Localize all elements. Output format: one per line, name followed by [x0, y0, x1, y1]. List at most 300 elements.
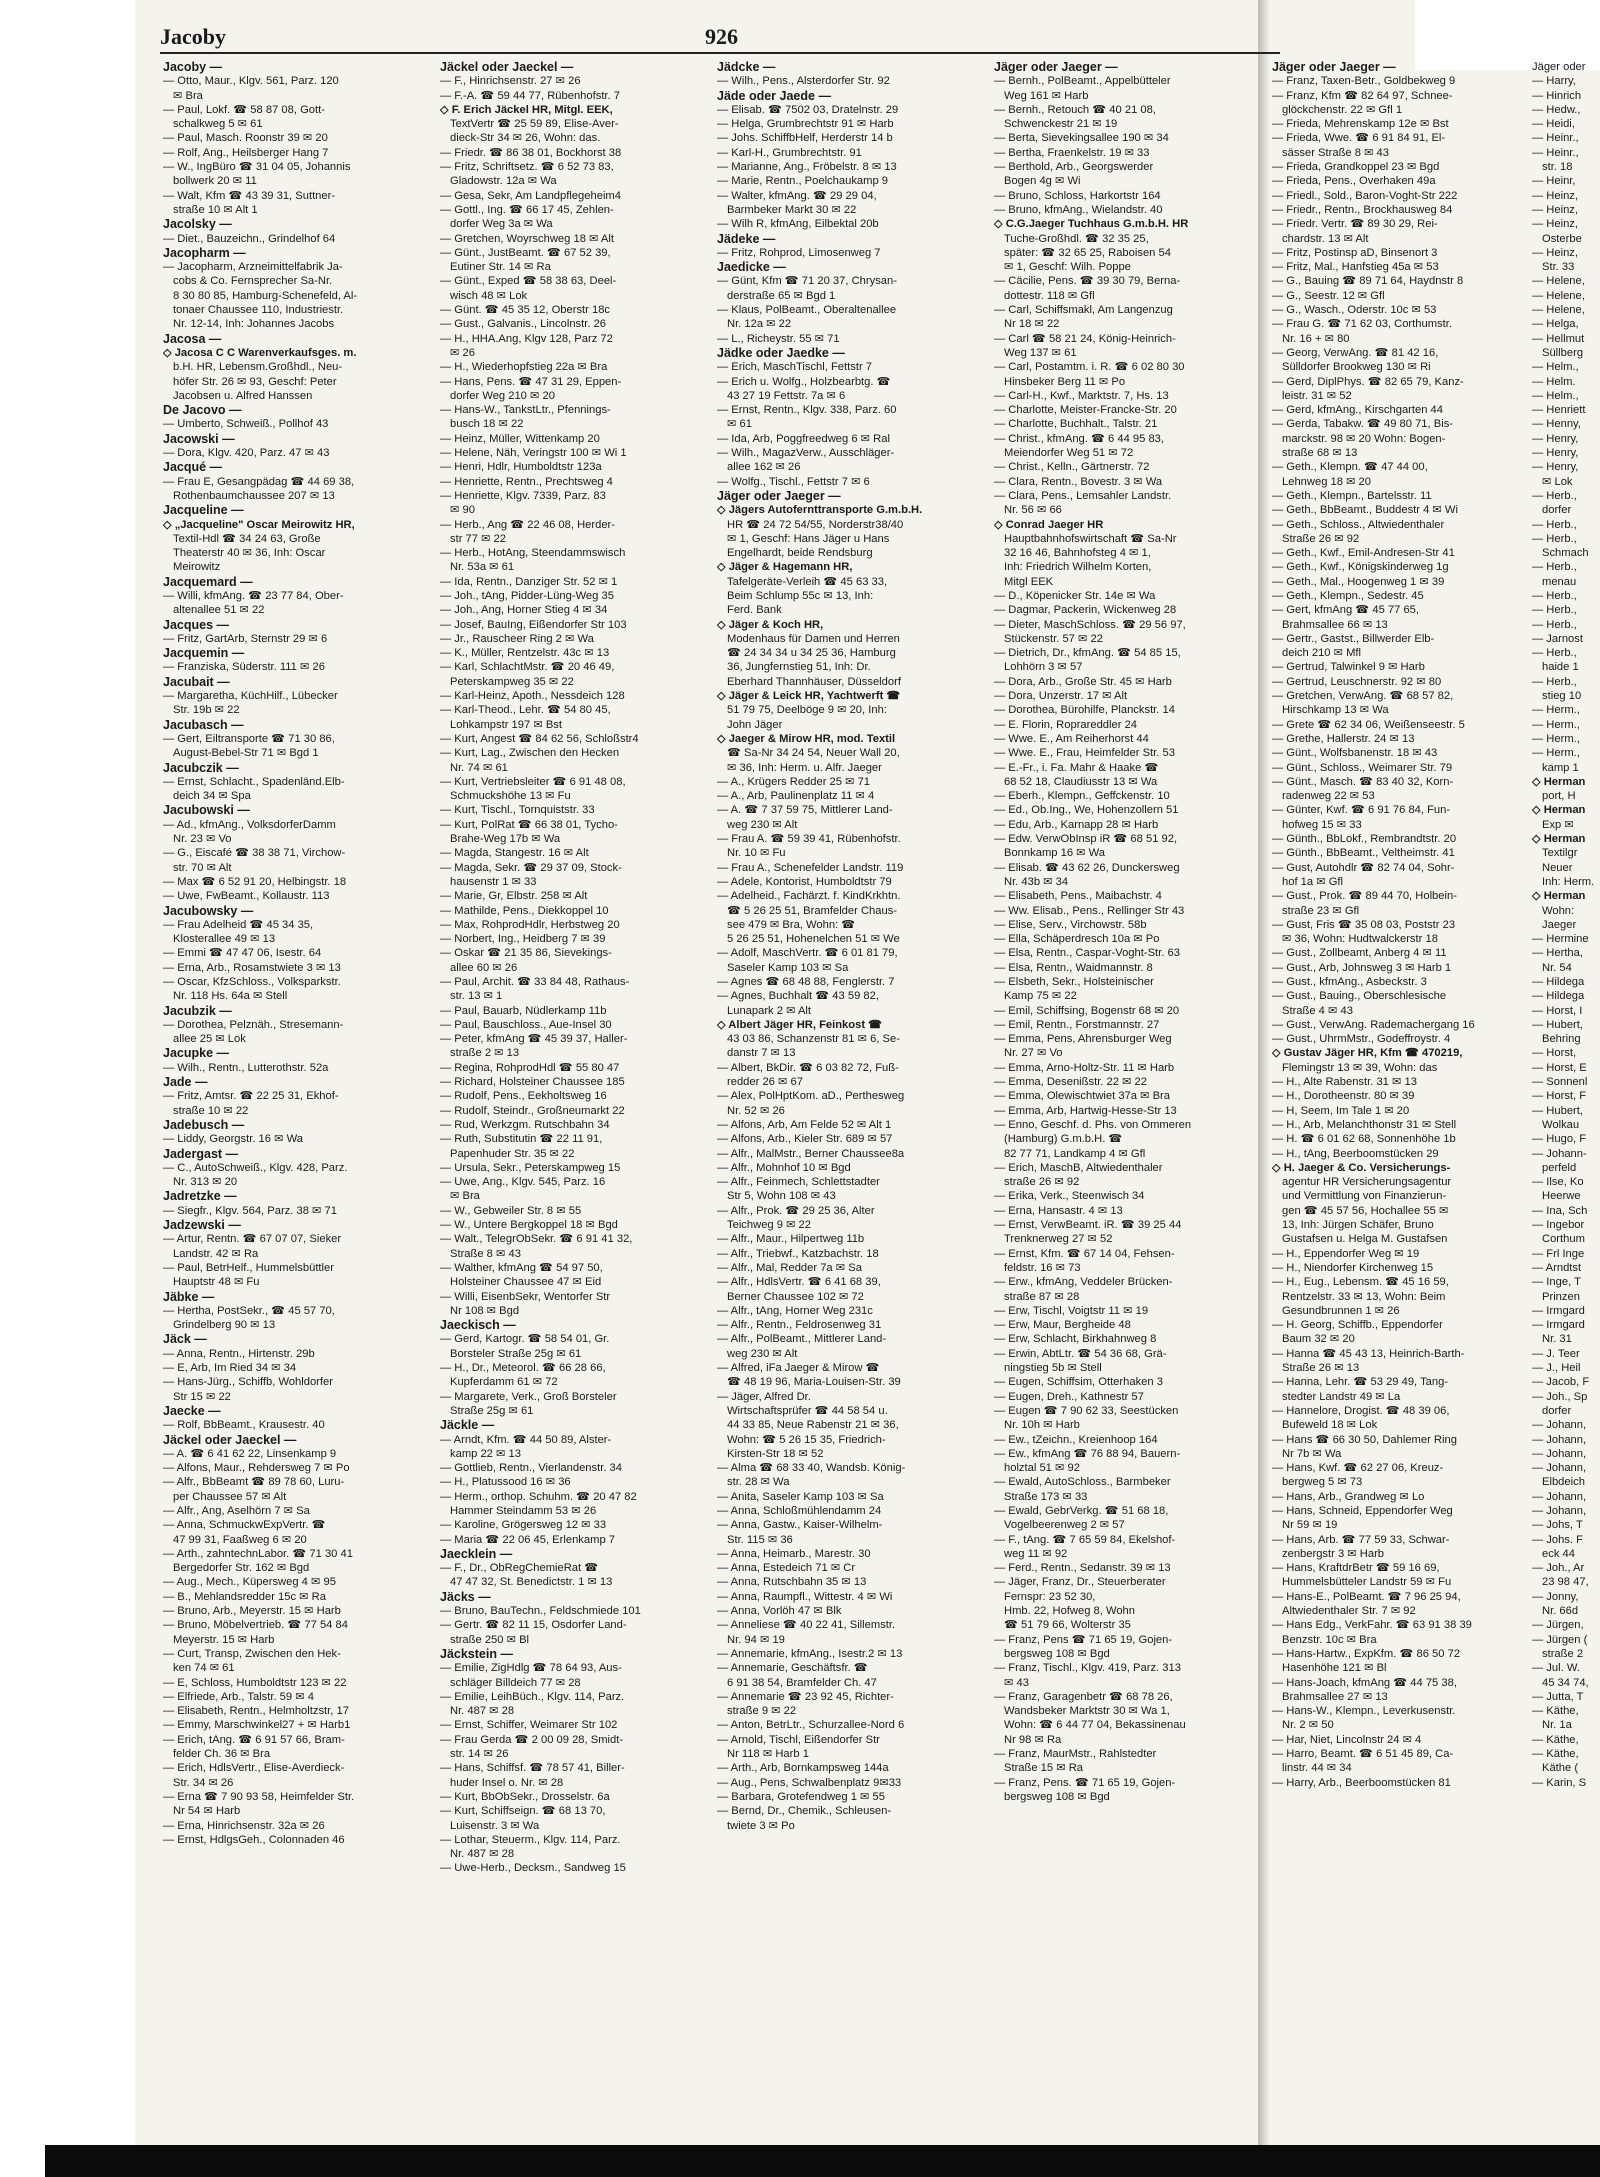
directory-entry: Jacques —	[163, 617, 230, 632]
directory-entry: Gustafsen u. Helga M. Gustafsen	[1282, 1233, 1448, 1246]
directory-entry: Jaeckisch —	[440, 1318, 516, 1333]
directory-entry: Schmuckshöhe 13 ✉ Fu	[450, 790, 571, 803]
directory-entry: — Arndt, Kfm. ☎ 44 50 89, Alster-	[440, 1433, 612, 1446]
directory-entry: — Emmi ☎ 47 47 06, Isestr. 64	[163, 947, 322, 960]
directory-entry: — Franz, Kfm ☎ 82 64 97, Schnee-	[1272, 89, 1453, 102]
directory-entry: — Rud, Werkzgm. Rutschbahn 34	[440, 1118, 610, 1131]
directory-entry: Jädke oder Jaedke —	[717, 345, 845, 360]
directory-entry: linstr. 44 ✉ 34	[1282, 1762, 1352, 1775]
directory-entry: 32 16 46, Bahnhofsteg 4 ✉ 1,	[1004, 547, 1151, 560]
directory-entry: — Wwe. E., Frau, Heimfelder Str. 53	[994, 747, 1175, 760]
directory-entry: Nr. 56 ✉ 66	[1004, 504, 1062, 517]
directory-entry: Jacupke —	[163, 1046, 230, 1061]
directory-entry: 82 77 71, Landkamp 4 ✉ Gfl	[1004, 1147, 1146, 1160]
directory-entry: — Jürgen (	[1532, 1633, 1588, 1646]
directory-entry: — Hildega	[1532, 990, 1585, 1003]
directory-entry: — Siegfr., Klgv. 564, Parz. 38 ✉ 71	[163, 1204, 337, 1217]
directory-entry: Jacoby —	[163, 60, 223, 74]
directory-entry: — Kurt, BbObSekr., Drosselstr. 6a	[440, 1790, 610, 1803]
directory-entry: — Erw, Schlacht, Birkhahnweg 8	[994, 1333, 1157, 1346]
directory-entry: — Kurt, Schiffseign. ☎ 68 13 70,	[440, 1805, 606, 1818]
directory-entry: — Carl, Postamtm. i. R. ☎ 6 02 80 30	[994, 361, 1185, 374]
directory-entry: — Cäcilie, Pens. ☎ 39 30 79, Berna-	[994, 275, 1181, 288]
directory-entry: Käthe (	[1542, 1762, 1579, 1775]
directory-entry: — Marie, Gr, Elbstr. 258 ✉ Alt	[440, 890, 588, 903]
directory-entry: — Annemarie, Geschäftsfr. ☎	[717, 1662, 868, 1675]
directory-entry: — Franz, Taxen-Betr., Goldbekweg 9	[1272, 75, 1456, 88]
directory-entry: Klosterallee 49 ✉ 13	[173, 933, 276, 946]
directory-entry: — K., Müller, Rentzelstr. 43c ✉ 13	[440, 647, 610, 660]
directory-entry: — Hans-Jürg., Schiffb, Wohldorfer	[163, 1376, 333, 1389]
directory-entry: 47 99 31, Faaßweg 6 ✉ 20	[173, 1533, 307, 1546]
directory-entry: — Erna, Hinrichsenstr. 32a ✉ 26	[163, 1819, 325, 1832]
directory-entry: — Hubert,	[1532, 1104, 1583, 1117]
directory-entry: — Maria ☎ 22 06 45, Erlenkamp 7	[440, 1533, 615, 1546]
directory-entry: — F., Hinrichsenstr. 27 ✉ 26	[440, 75, 581, 88]
directory-entry: — Wilh., Pens., Alsterdorfer Str. 92	[717, 75, 890, 88]
directory-entry: Nr 98 ✉ Ra	[1004, 1733, 1062, 1746]
directory-entry: — Ernst, VerwBeamt. iR. ☎ 39 25 44	[994, 1219, 1182, 1232]
directory-entry: — Heinr,	[1532, 175, 1576, 188]
directory-entry: — Alfr., Mal, Redder 7a ✉ Sa	[717, 1261, 862, 1274]
directory-entry: — Ursula, Sekr., Peterskampweg 15	[440, 1161, 621, 1174]
directory-entry: felder Ch. 36 ✉ Bra	[173, 1748, 271, 1761]
directory-entry: — Helene,	[1532, 304, 1585, 317]
directory-entry: — Hans-Joach, kfmAng ☎ 44 75 38,	[1272, 1676, 1457, 1689]
directory-entry: Rothenbaumchaussee 207 ✉ 13	[173, 489, 335, 502]
directory-entry: — Helm.,	[1532, 389, 1579, 402]
directory-entry: 44 33 85, Neue Rabenstr 21 ✉ 36,	[727, 1419, 899, 1432]
directory-entry: — Johs. SchiffbHelf, Herderstr 14 b	[717, 132, 893, 145]
directory-entry: — J. Teer	[1532, 1347, 1580, 1360]
directory-entry: — Herb.,	[1532, 604, 1577, 617]
directory-entry: — Henry,	[1532, 461, 1579, 474]
directory-entry: — Kurt, Lag., Zwischen den Hecken	[440, 747, 620, 760]
directory-entry: — Annemarie ☎ 23 92 45, Richter-	[717, 1690, 894, 1703]
directory-entry: — Dietrich, Dr., kfmAng. ☎ 54 85 15,	[994, 647, 1181, 660]
book-gutter	[1258, 0, 1270, 2150]
directory-entry: ◇ Jägers Autofernttransporte G.m.b.H.	[717, 504, 923, 517]
directory-entry: — Umberto, Schweiß., Pollhof 43	[163, 418, 329, 431]
directory-entry: Peterskampweg 35 ✉ 22	[450, 675, 574, 688]
directory-entry: dorfer	[1542, 1404, 1572, 1417]
directory-entry: — F.-A. ☎ 59 44 77, Rübenhofstr. 7	[440, 89, 620, 102]
directory-entry: — Agnes, Buchhalt ☎ 43 59 82,	[717, 990, 879, 1003]
directory-entry: Brahmsallee 66 ✉ 13	[1282, 618, 1388, 631]
directory-entry: Jade —	[163, 1075, 208, 1090]
directory-entry: — Helene,	[1532, 275, 1585, 288]
directory-entry: — Hellmut	[1532, 332, 1585, 345]
directory-entry: ✉ 36, Inh: Herm. u. Alfr. Jaeger	[727, 761, 882, 774]
directory-entry: str. 13 ✉ 1	[450, 990, 503, 1003]
directory-entry: — Käthe,	[1532, 1733, 1579, 1746]
directory-entry: — Alfr., Triebwf., Katzbachstr. 18	[717, 1247, 879, 1260]
directory-entry: — C., AutoSchweiß., Klgv. 428, Parz.	[163, 1161, 348, 1174]
directory-entry: sässer Straße 8 ✉ 43	[1282, 146, 1389, 159]
directory-entry: Altwiedenthaler Str. 7 ✉ 92	[1282, 1605, 1416, 1618]
directory-entry: ✉ Bra	[450, 1190, 480, 1203]
directory-entry: — Hans Edg., VerkFahr. ☎ 63 91 38 39	[1272, 1619, 1472, 1632]
directory-entry: Str 15 ✉ 22	[173, 1390, 231, 1403]
directory-entry: — Frieda, Grandkoppel 23 ✉ Bgd	[1272, 161, 1440, 174]
directory-entry: Wirtschaftsprüfer ☎ 44 58 54 u.	[727, 1404, 888, 1417]
directory-entry: — Bertha, Fraenkelstr. 19 ✉ 33	[994, 146, 1150, 159]
directory-entry: ✉ 26	[450, 346, 475, 359]
directory-entry: — Ewald, GebrVerkg. ☎ 51 68 18,	[994, 1504, 1169, 1517]
directory-entry: — Käthe,	[1532, 1748, 1579, 1761]
directory-entry: — Frau G. ☎ 71 62 03, Corthumstr.	[1272, 318, 1452, 331]
directory-entry: — Gust., Zollbeamt, Anberg 4 ✉ 11	[1272, 947, 1447, 960]
directory-entry: schläger Billdeich 77 ✉ 28	[450, 1676, 581, 1689]
directory-entry: Fernspr: 23 52 30,	[1004, 1590, 1096, 1603]
directory-entry: — Jr., Rauscheer Ring 2 ✉ Wa	[440, 632, 594, 645]
directory-entry: — Karl-Heinz, Apoth., Nessdeich 128	[440, 690, 625, 703]
directory-entry: straße 250 ✉ Bl	[450, 1633, 530, 1646]
directory-entry: — Karin, S	[1532, 1776, 1587, 1789]
directory-entry: — Karl, SchlachtMstr. ☎ 20 46 49,	[440, 661, 615, 674]
directory-entry: — Ed., Ob.Ing., We, Hohenzollern 51	[994, 804, 1179, 817]
directory-entry: Textil-Hdl ☎ 34 24 63, Große	[173, 532, 321, 545]
directory-entry: Stückenstr. 57 ✉ 22	[1004, 632, 1103, 645]
directory-entry: perfeld	[1542, 1161, 1577, 1174]
directory-entry: — Jul. W.	[1532, 1662, 1580, 1675]
directory-entry: — Hans-Hartw., ExpKfm. ☎ 86 50 72	[1272, 1647, 1461, 1660]
directory-entry: — W., Gebweiler Str. 8 ✉ 55	[440, 1204, 582, 1217]
directory-entry: — Hermine	[1532, 933, 1589, 946]
directory-entry: Theaterstr 40 ✉ 36, Inh: Oscar	[173, 547, 326, 560]
directory-entry: — Walt., TelegrObSekr. ☎ 6 91 41 32,	[440, 1233, 633, 1246]
directory-entry: — Hans-W., Klempn., Leverkusenstr.	[1272, 1705, 1456, 1718]
directory-entry: — Franz, Pens. ☎ 71 65 19, Gojen-	[994, 1776, 1176, 1789]
directory-entry: — Walt, Kfm ☎ 43 39 31, Suttner-	[163, 189, 336, 202]
directory-entry: — Friedr. Vertr. ☎ 89 30 29, Rei-	[1272, 218, 1438, 231]
directory-entry: — Alfr., Ang, Aselhörn 7 ✉ Sa	[163, 1504, 310, 1517]
directory-entry: — Arnold, Tischl, Eißendorfer Str	[717, 1733, 880, 1746]
directory-entry: Str. 33	[1542, 261, 1575, 274]
directory-entry: str. 28 ✉ Wa	[727, 1476, 790, 1489]
directory-entry: marckstr. 98 ✉ 20 Wohn: Bogen-	[1282, 432, 1446, 445]
directory-entry: Jäger oder	[1532, 61, 1586, 73]
directory-entry: — Marianne, Ang., Fröbelstr. 8 ✉ 13	[717, 161, 897, 174]
directory-entry: — G., Bauing ☎ 89 71 64, Haydnstr 8	[1272, 275, 1464, 288]
directory-entry: Jaeger	[1542, 918, 1577, 931]
directory-entry: — Paul, Archit. ☎ 33 84 48, Rathaus-	[440, 976, 630, 988]
directory-entry: — Eugen, Dreh., Kathnestr 57	[994, 1390, 1144, 1403]
directory-entry: schalkweg 5 ✉ 61	[173, 118, 263, 131]
directory-entry: — Emmy, Marschwinkel27 + ✉ Harb1	[163, 1719, 351, 1732]
directory-entry: — L., Richeystr. 55 ✉ 71	[717, 332, 840, 345]
directory-entry: eck 44	[1542, 1547, 1575, 1560]
directory-entry: ☎ 48 19 96, Maria-Louisen-Str. 39	[727, 1376, 901, 1389]
directory-column-4	[994, 60, 1256, 1804]
directory-entry: Nr. 487 ✉ 28	[450, 1848, 515, 1861]
directory-entry: — Carl ☎ 58 21 24, König-Heinrich-	[994, 332, 1176, 345]
directory-entry: — Heinr.,	[1532, 132, 1579, 145]
directory-entry: — Erw., kfmAng, Veddeler Brücken-	[994, 1276, 1173, 1289]
directory-column-2	[440, 60, 702, 1876]
directory-entry: — Gust., kfmAng., Asbeckstr. 3	[1272, 976, 1427, 988]
directory-entry: — Ida, Rentn., Danziger Str. 52 ✉ 1	[440, 575, 618, 588]
directory-entry: — Anita, Saseler Kamp 103 ✉ Sa	[717, 1490, 884, 1503]
directory-entry: Jadzewski —	[163, 1218, 241, 1233]
directory-entry: — Karl-H., Grumbrechtstr. 91	[717, 146, 862, 159]
directory-entry: — Geth., Klempn. ☎ 47 44 00,	[1272, 461, 1428, 474]
directory-entry: — Ernst, Rentn., Klgv. 338, Parz. 60	[717, 404, 897, 417]
directory-entry: ◇ Gustav Jäger HR, Kfm ☎ 470219,	[1272, 1047, 1463, 1060]
directory-entry: — Dora, Arb., Große Str. 45 ✉ Harb	[994, 675, 1172, 688]
directory-entry: ◇ Jaeger & Mirow HR, mod. Textil	[717, 732, 896, 745]
directory-entry: Eberhard Thannhäuser, Düsseldorf	[727, 675, 901, 688]
directory-entry: Nr. 487 ✉ 28	[450, 1705, 515, 1718]
directory-entry: — Emma, Pens, Ahrensburger Weg	[994, 1033, 1172, 1046]
directory-entry: Inh: Friedrich Wilhelm Korten,	[1004, 561, 1152, 574]
directory-entry: — A. ☎ 7 37 59 75, Mittlerer Land-	[717, 804, 893, 817]
directory-entry: — Johann,	[1532, 1419, 1587, 1432]
directory-entry: Hmb. 22, Hofweg 8, Wohn	[1004, 1605, 1135, 1618]
directory-entry: — Frieda, Mehrenskamp 12e ✉ Bst	[1272, 118, 1449, 131]
directory-entry: — Josef, BauIng, Eißendorfer Str 103	[440, 618, 627, 631]
directory-entry: 45 34 74,	[1542, 1676, 1589, 1689]
directory-entry: — Hans ☎ 66 30 50, Dahlemer Ring	[1272, 1433, 1457, 1446]
directory-entry: Gesundbrunnen 1 ✉ 26	[1282, 1304, 1400, 1317]
directory-entry: — Geth., Klempn., Sedestr. 45	[1272, 589, 1424, 602]
directory-entry: deich 210 ✉ Mfl	[1282, 647, 1362, 660]
directory-entry: — H., Niendorfer Kirchenweg 15	[1272, 1261, 1434, 1274]
directory-entry: Exp ✉	[1542, 818, 1574, 831]
directory-entry: — Hans, Arb., Grandweg ✉ Lo	[1272, 1490, 1425, 1503]
directory-entry: — Gust., Galvanis., Lincolnstr. 26	[440, 318, 607, 331]
directory-column-1	[163, 60, 425, 1847]
directory-entry: — Friedr., Rentn., Brockhausweg 84	[1272, 203, 1453, 216]
directory-entry: Jädcke —	[717, 60, 776, 74]
directory-entry: — Kurt, Angest ☎ 84 62 56, Schloßstr4	[440, 732, 639, 745]
directory-entry: Jacubasch —	[163, 717, 244, 732]
directory-entry: Nr. 16 + ✉ 80	[1282, 332, 1350, 345]
directory-entry: — Alfr., Mohnhof 10 ✉ Bgd	[717, 1161, 851, 1174]
directory-entry: agentur HR Versicherungsagentur	[1282, 1176, 1452, 1189]
directory-entry: huder Insel o. Nr. ✉ 28	[450, 1776, 564, 1789]
directory-entry: — Helga,	[1532, 318, 1579, 331]
directory-entry: — Emilie, ZigHdlg ☎ 78 64 93, Aus-	[440, 1662, 622, 1675]
directory-entry: — Alfr., Feinmech, Schlettstadter	[717, 1176, 880, 1189]
directory-entry: — Günt., Exped ☎ 58 38 63, Deel-	[440, 275, 617, 288]
directory-entry: Ferd. Bank	[727, 604, 782, 617]
directory-entry: — Erich, tAng. ☎ 6 91 57 66, Bram-	[163, 1733, 345, 1746]
directory-entry: — Enno, Geschf. d. Phs. von Ommeren	[994, 1118, 1192, 1131]
directory-entry: — Alfons, Arb., Kieler Str. 689 ✉ 57	[717, 1133, 893, 1146]
directory-entry: — Alfr., HdlsVertr. ☎ 6 41 68 39,	[717, 1276, 881, 1289]
directory-entry: — Dorothea, Pelznäh., Stresemann-	[163, 1018, 344, 1031]
directory-entry: Brahmsallee 27 ✉ 13	[1282, 1690, 1388, 1703]
directory-entry: — Günter, Kwf. ☎ 6 91 76 84, Fun-	[1272, 804, 1451, 817]
directory-entry: — G., Eiscafé ☎ 38 38 71, Virchow-	[163, 847, 346, 860]
directory-entry: — Carl, Schiffsmakl, Am Langenzug	[994, 304, 1173, 317]
directory-entry: — Hedw.,	[1532, 103, 1581, 116]
directory-entry: — Herm., orthop. Schuhm. ☎ 20 47 82	[440, 1490, 637, 1503]
directory-entry: — Johann,	[1532, 1504, 1587, 1517]
directory-entry: — Hanna ☎ 45 43 13, Heinrich-Barth-	[1272, 1347, 1465, 1360]
directory-entry: Prinzen	[1542, 1290, 1580, 1303]
directory-entry: — Peter, kfmAng ☎ 45 39 37, Haller-	[440, 1033, 628, 1046]
directory-entry: wisch 48 ✉ Lok	[450, 289, 528, 302]
directory-entry: Nr. 313 ✉ 20	[173, 1176, 238, 1189]
directory-entry: ✉ 1, Geschf: Wilh. Poppe	[1004, 261, 1131, 274]
directory-entry: kamp 22 ✉ 13	[450, 1447, 521, 1460]
directory-entry: — Charlotte, Buchhalt., Talstr. 21	[994, 418, 1158, 431]
directory-entry: — Elise, Serv., Virchowstr. 58b	[994, 918, 1147, 931]
directory-entry: ☎ 24 34 34 u 34 25 36, Hamburg	[727, 647, 896, 660]
directory-entry: — Bruno, Arb., Meyerstr. 15 ✉ Harb	[163, 1605, 341, 1618]
directory-entry: — Ingebor	[1532, 1219, 1585, 1232]
directory-entry: — Heinz, Müller, Wittenkamp 20	[440, 432, 600, 445]
directory-entry: — Frieda, Wwe. ☎ 6 91 84 91, El-	[1272, 132, 1446, 145]
directory-entry: — Heinz,	[1532, 189, 1579, 202]
directory-entry: — Henny,	[1532, 418, 1581, 431]
directory-entry: — J., Heil	[1532, 1362, 1581, 1375]
directory-entry: — Charlotte, Meister-Francke-Str. 20	[994, 404, 1177, 417]
directory-entry: 68 52 18, Claudiusstr 13 ✉ Wa	[1004, 775, 1158, 788]
directory-entry: — Jürgen,	[1532, 1619, 1584, 1632]
directory-entry: str 77 ✉ 22	[450, 532, 507, 545]
directory-entry: 36, Jungfernstieg 51, Inh: Dr.	[727, 661, 871, 674]
directory-entry: Straße 15 ✉ Ra	[1004, 1762, 1084, 1775]
directory-entry: — Herm.,	[1532, 718, 1580, 731]
directory-entry: — Alex, PolHptKom. aD., Perthesweg	[717, 1090, 905, 1103]
directory-entry: Borsteler Straße 25g ✉ 61	[450, 1347, 582, 1360]
directory-entry: — Erika, Verk., Steenwisch 34	[994, 1190, 1145, 1203]
directory-entry: Jacubowski —	[163, 803, 250, 818]
directory-entry: — Kurt, Tischl., Tornquiststr. 33	[440, 804, 595, 817]
directory-entry: 43 27 19 Fettstr. 7a ✉ 6	[727, 389, 846, 402]
directory-entry: — H., Platussood 16 ✉ 36	[440, 1476, 571, 1489]
directory-entry: kamp 1	[1542, 761, 1579, 774]
directory-entry: dorfer Weg 210 ✉ 20	[450, 389, 555, 402]
directory-entry: Nr. 74 ✉ 61	[450, 761, 508, 774]
directory-entry: Str. 34 ✉ 26	[173, 1776, 234, 1789]
directory-entry: — Walter, kfmAng. ☎ 29 29 04,	[717, 189, 877, 202]
directory-entry: — Jäger, Franz, Dr., Steuerberater	[994, 1576, 1166, 1589]
directory-entry: — Anna, Rentn., Hirtenstr. 29b	[163, 1347, 315, 1360]
directory-entry: — Eberh., Klempn., Geffckenstr. 10	[994, 790, 1170, 803]
directory-entry: — Paul, BetrHelf., Hummelsbüttler	[163, 1261, 334, 1274]
directory-entry: — Günt., JustBeamt. ☎ 67 52 39,	[440, 246, 611, 259]
directory-entry: twiete 3 ✉ Po	[727, 1819, 795, 1832]
directory-entry: straße 26 ✉ 92	[1004, 1176, 1080, 1189]
directory-entry: ◇ „Jacqueline" Oscar Meirowitz HR,	[163, 518, 355, 531]
directory-entry: Jacubzik —	[163, 1003, 232, 1018]
directory-entry: Hummelsbütteler Landstr 59 ✉ Fu	[1282, 1576, 1452, 1589]
directory-entry: — Jacopharm, Arzneimittelfabrik Ja-	[163, 261, 343, 274]
directory-entry: — Irmgard	[1532, 1304, 1585, 1317]
directory-entry: — Max ☎ 6 52 91 20, Helbingstr. 18	[163, 875, 347, 888]
directory-entry: — Fritz, GartArb, Sternstr 29 ✉ 6	[163, 632, 328, 645]
directory-entry: Weg 137 ✉ 61	[1004, 346, 1077, 359]
directory-entry: Jadergast —	[163, 1146, 239, 1161]
directory-entry: bergsweg 108 ✉ Bgd	[1004, 1647, 1110, 1660]
directory-entry: Straße 173 ✉ 33	[1004, 1490, 1088, 1503]
directory-entry: — Joh., Sp	[1532, 1390, 1588, 1403]
directory-entry: — Joh., Ar	[1532, 1562, 1585, 1575]
directory-entry: — Franz, Tischl., Klgv. 419, Parz. 313	[994, 1662, 1181, 1675]
directory-entry: — Dagmar, Packerin, Wickenweg 28	[994, 604, 1177, 617]
directory-entry: — Helm.	[1532, 375, 1576, 388]
directory-entry: — Harry,	[1532, 75, 1576, 88]
directory-entry: — Hubert,	[1532, 1018, 1583, 1031]
directory-entry: — Diet., Bauzeichn., Grindelhof 64	[163, 232, 336, 245]
directory-entry: — Günt., Wolfsbanenstr. 18 ✉ 43	[1272, 747, 1438, 760]
directory-entry: — Herm.,	[1532, 732, 1580, 745]
directory-entry: Engelhardt, beide Rendsburg	[727, 547, 873, 560]
directory-entry: — Johann,	[1532, 1433, 1587, 1446]
directory-entry: — Frau A. ☎ 59 39 41, Rübenhofstr.	[717, 833, 901, 846]
directory-entry: — Ilse, Ko	[1532, 1176, 1584, 1189]
directory-entry: — Artur, Rentn. ☎ 67 07 07, Sieker	[163, 1233, 342, 1246]
directory-entry: Elbdeich	[1542, 1476, 1585, 1489]
directory-entry: 47 47 32, St. Benedictstr. 1 ✉ 13	[450, 1576, 613, 1589]
directory-entry: — W., Untere Bergkoppel 18 ✉ Bgd	[440, 1219, 618, 1232]
directory-entry: — Elsa, Rentn., Caspar-Voght-Str. 63	[994, 947, 1180, 960]
directory-entry: — Agnes ☎ 68 48 88, Fenglerstr. 7	[717, 976, 895, 988]
directory-entry: deich 34 ✉ Spa	[173, 790, 251, 803]
directory-entry: — Erw, Maur, Bergheide 48	[994, 1319, 1131, 1332]
directory-entry: busch 18 ✉ 22	[450, 418, 524, 431]
directory-entry: 23 98 47,	[1542, 1576, 1589, 1589]
scan-bottom-border	[45, 2145, 1600, 2177]
directory-entry: — Frau E, Gesangpädag ☎ 44 69 38,	[163, 475, 355, 488]
directory-entry: — Bruno, kfmAng., Wielandstr. 40	[994, 203, 1163, 216]
directory-entry: — Hanna, Lehr. ☎ 53 29 49, Tang-	[1272, 1376, 1449, 1389]
directory-entry: — Käthe,	[1532, 1705, 1579, 1718]
directory-entry: — Gust, Autohdlr ☎ 82 74 04, Sohr-	[1272, 861, 1455, 874]
directory-entry: Nr. 12-14, Inh: Johannes Jacobs	[173, 318, 335, 331]
directory-entry: — Christ., Kelln., Gärtnerstr. 72	[994, 461, 1150, 474]
directory-entry: menau	[1542, 575, 1577, 588]
directory-entry: — Henri, Hdlr, Humboldtstr 123a	[440, 461, 602, 474]
directory-entry: bergweg 5 ✉ 73	[1282, 1476, 1363, 1489]
directory-entry: Neuer	[1542, 861, 1573, 874]
directory-column-6	[1532, 60, 1598, 1790]
directory-entry: — Willi, kfmAng. ☎ 23 77 84, Ober-	[163, 589, 344, 602]
directory-entry: Nr 59 ✉ 19	[1282, 1519, 1338, 1532]
directory-entry: — Ww. Elisab., Pens., Rellinger Str 43	[994, 904, 1185, 917]
directory-entry: höfer Str. 26 ✉ 93, Geschf: Peter	[173, 375, 337, 388]
directory-entry: — Friedl., Sold., Baron-Voght-Str 222	[1272, 189, 1458, 202]
directory-entry: — Alfr., Prok. ☎ 29 25 36, Alter	[717, 1204, 875, 1217]
directory-entry: — Hinrich	[1532, 89, 1582, 102]
directory-entry: — Henriette, Rentn., Prechtsweg 4	[440, 475, 613, 488]
directory-entry: — H, Seem, Im Tale 1 ✉ 20	[1272, 1104, 1410, 1117]
directory-entry: — Erw, Tischl, Voigtstr 11 ✉ 19	[994, 1304, 1149, 1317]
directory-entry: Nr 7b ✉ Wa	[1282, 1447, 1342, 1460]
directory-entry: 51 79 75, Deelböge 9 ✉ 20, Inh:	[727, 704, 887, 717]
directory-entry: — Elisab. ☎ 43 62 26, Dunckersweg	[994, 861, 1180, 874]
directory-entry: — Gesa, Sekr, Am Landpflegeheim4	[440, 189, 621, 202]
directory-entry: Nr. 12a ✉ 22	[727, 318, 792, 331]
directory-entry: 13, Inh: Jürgen Schäfer, Bruno	[1282, 1219, 1434, 1232]
page-number: 926	[705, 24, 738, 49]
directory-entry: — Geth., BbBeamt., Buddestr 4 ✉ Wi	[1272, 504, 1458, 517]
directory-entry: Nr. 54	[1542, 961, 1572, 974]
directory-entry: Meiendorfer Weg 51 ✉ 72	[1004, 447, 1134, 460]
directory-entry: — Hans-W., TankstLtr., Pfennings-	[440, 404, 611, 417]
directory-entry: — Gertrud, Leuschnerstr. 92 ✉ 80	[1272, 675, 1442, 688]
directory-entry: cobs & Co. Fernsprecher Sa-Nr.	[173, 275, 333, 288]
directory-entry: — Hertha,	[1532, 947, 1583, 960]
directory-entry: Jädeke —	[717, 231, 776, 246]
directory-entry: — Alfons, Arb, Am Felde 52 ✉ Alt 1	[717, 1118, 892, 1131]
directory-entry: Jacqueline —	[163, 503, 244, 518]
directory-entry: Straße 26 ✉ 13	[1282, 1362, 1360, 1375]
